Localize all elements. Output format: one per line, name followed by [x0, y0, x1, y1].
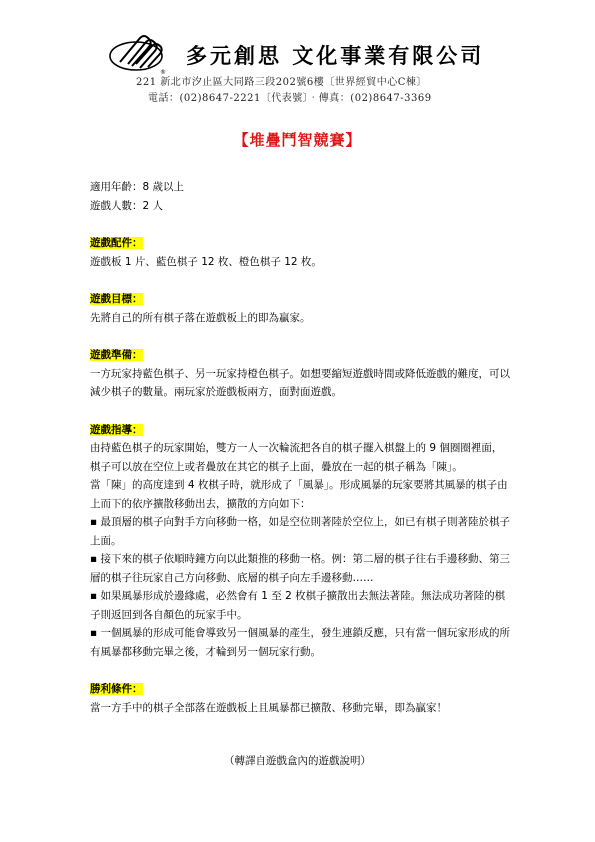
rules-body [90, 178, 510, 717]
guide-bullet: ▪ 一個風暴的形成可能會導致另一個風暴的產生，發生連鎖反應，只有當一個玩家形成的所有風暴都移動完畢之後，才輪到另一個玩家行動。 [90, 627, 510, 658]
letterhead [0, 0, 595, 110]
players-info: 遊戲人數：2 人 [90, 199, 164, 212]
guide-paragraph: 當「陳」的高度達到 4 枚棋子時，就形成了「風暴」。形成風暴的玩家要將其風暴的棋子由上而下的依序擴散移動出去，擴散的方向如下： [90, 479, 508, 510]
objective-heading: 遊戲目標： [90, 293, 143, 305]
company-address: 221 新北市汐止區大同路三段202號6樓〔世界經貿中心C棟〕 [136, 77, 427, 88]
setup-text: 一方玩家持藍色棋子、另一玩家持橙色棋子。如想要縮短遊戲時間或降低遊戲的難度，可以減少棋子的數量。兩玩家於遊戲板兩方，面對面遊戲。 [90, 367, 510, 398]
source-note: （轉譯自遊戲盒內的遊戲說明） [224, 755, 371, 767]
objective-text: 先將自己的所有棋子落在遊戲板上的即為贏家。 [90, 311, 311, 324]
guide-heading: 遊戲指導： [90, 423, 143, 436]
guide-bullet: ▪ 最頂層的棋子向對手方向移動一格，如是空位則著陸於空位上，如已有棋子則著陸於棋子上面。 [90, 516, 510, 547]
components-text: 遊戲板 1 片、藍色棋子 12 枚、橙色棋子 12 枚。 [90, 255, 322, 268]
win-text: 當一方手中的棋子全部落在遊戲板上且風暴都已擴散、移動完畢，即為贏家！ [90, 701, 447, 714]
company-contact: 電話：(02)8647-2221〔代表號〕‧傳真：(02)8647-3369 [148, 93, 432, 104]
guide-paragraph: 由持藍色棋子的玩家開始，雙方一人一次輪流把各自的棋子擺入棋盤上的 9 個圈圈裡面，棋子可以放在空位上或者疊放在其它的棋子上面，疊放在一起的棋子稱為「陳」。 [90, 442, 503, 473]
document-title: 【堆疊鬥智競賽】 [233, 131, 362, 149]
setup-heading: 遊戲準備： [90, 349, 143, 361]
win-heading: 勝利條件： [90, 683, 143, 695]
guide-bullet: ▪ 接下來的棋子依順時鐘方向以此類推的移動一格。例：第二層的棋子往右手邊移動、第三層的棋子往玩家自己方向移動、底層的棋子向左手邊移動…… [90, 553, 510, 584]
components-heading: 遊戲配件： [90, 237, 143, 249]
company-name: 多元創思 文化事業有限公司 [186, 44, 485, 68]
guide-bullet: ▪ 如果風暴形成於邊緣處，必然會有 1 至 2 枚棋子擴散出去無法著陸。無法成功著陸的棋子則返回到各自顏色的玩家手中。 [90, 590, 506, 621]
svg-text:®: ® [160, 69, 166, 76]
paperclip-logo-icon [106, 32, 170, 76]
age-info: 適用年齡：8 歲以上 [90, 181, 185, 193]
